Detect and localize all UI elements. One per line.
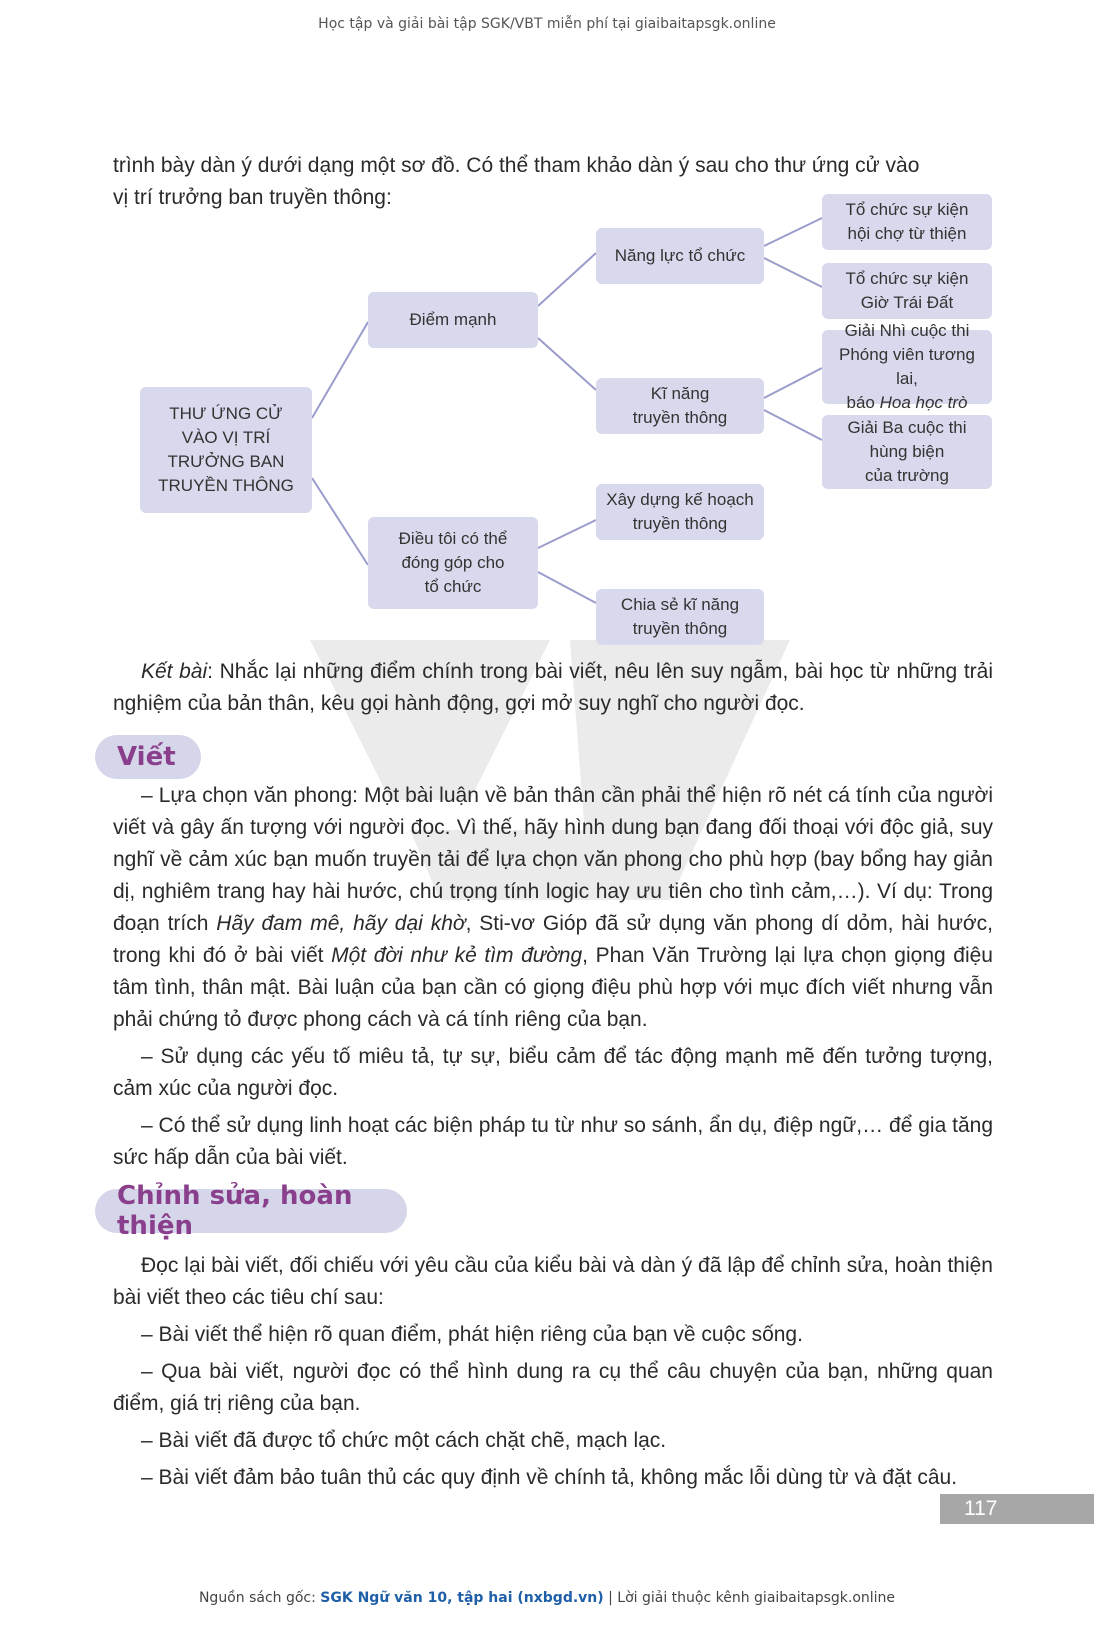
revise-intro: Đọc lại bài viết, đối chiếu với yêu cầu của kiểu bài và dàn ý đã lập để chỉnh sửa, hoàn thiện bài viết theo các tiêu chí sau:	[113, 1254, 993, 1309]
viet-section-body	[113, 780, 993, 1179]
header-note: Học tập và giải bài tập SGK/VBT miễn phí tại giaibaitapsgk.online	[318, 16, 776, 32]
node-share-skill: Chia sẻ kĩ năng truyền thông	[596, 589, 764, 645]
node-root: THƯ ỨNG CỬ VÀO VỊ TRÍ TRƯỞNG BAN TRUYỀN THÔNG	[140, 387, 312, 513]
page-number: 117	[940, 1494, 1094, 1524]
revise-item-4: – Bài viết đảm bảo tuân thủ các quy định về chính tả, không mắc lỗi dùng từ và đặt câu.	[141, 1466, 958, 1489]
heading-revise: Chỉnh sửa, hoàn thiện	[95, 1189, 407, 1233]
viet-paragraph-2: – Sử dụng các yếu tố miêu tả, tự sự, biểu cảm để tác động mạnh mẽ đến tưởng tượng, cảm xúc của người đọc.	[113, 1045, 993, 1100]
node-comm-skill: Kĩ năng truyền thông	[596, 378, 764, 434]
node-prize-debate: Giải Ba cuộc thi hùng biện của trường	[822, 415, 992, 489]
revise-item-2: – Qua bài viết, người đọc có thể hình dung ra cụ thể câu chuyện của bạn, những quan điểm, giá trị riêng của bạn.	[113, 1360, 993, 1415]
node-contribution: Điều tôi có thể đóng góp cho tổ chức	[368, 517, 538, 609]
heading-viet: Viết	[95, 735, 201, 779]
intro-line-2: vị trí trưởng ban truyền thông:	[113, 186, 392, 209]
revise-item-1: – Bài viết thể hiện rõ quan điểm, phát hiện riêng của bạn về cuộc sống.	[141, 1323, 803, 1346]
viet-paragraph-3: – Có thể sử dụng linh hoạt các biện pháp tu từ như so sánh, ẩn dụ, điệp ngữ,… để gia tăng sức hấp dẫn của bài viết.	[113, 1114, 993, 1169]
viet-paragraph-1: – Lựa chọn văn phong: Một bài luận về bản thân cần phải thể hiện rõ nét cá tính của người viết và gây ấn tượng với người đọc. Vì thế, hãy hình dung bạn đang đối thoại với độc giả, suy nghĩ về cảm xúc bạn muốn truyền tải để lựa chọn văn phong cho phù hợp (bay bổng hay giản dị, nghiêm trang hay hài hước, chú trọng tính logic hay ưu tiên cho tình cảm,…). Ví dụ: Trong đoạn trích Hãy đam mê, hãy dại khờ, Sti-vơ Gióp đã sử dụng văn phong dí dỏm, hài hước, trong khi đó ở bài viết Một đời như kẻ tìm đường, Phan Văn Trường lại lựa chọn giọng điệu tâm tình, thân mật. Bài luận của bạn cần có giọng điệu phù hợp với mục đích viết nhưng vẫn phải chứng tỏ được phong cách và cá tính riêng của bạn.	[113, 784, 993, 1031]
node-comm-plan: Xây dựng kế hoạch truyền thông	[596, 484, 764, 540]
node-event-earth-hour: Tổ chức sự kiện Giờ Trái Đất	[822, 263, 992, 319]
footer-source: Nguồn sách gốc: SGK Ngữ văn 10, tập hai (nxbgd.vn) | Lời giải thuộc kênh giaibaitapsgk.online	[198, 1590, 896, 1606]
node-strengths: Điểm mạnh	[368, 292, 538, 348]
node-prize-reporter: Giải Nhì cuộc thi Phóng viên tương lai, báo Hoa học trò	[822, 330, 992, 404]
ket-bai-label: Kết bài	[141, 660, 208, 683]
node-event-charity: Tổ chức sự kiện hội chợ từ thiện	[822, 194, 992, 250]
node-org-skill: Năng lực tổ chức	[596, 228, 764, 284]
outline-diagram	[0, 0, 1094, 660]
revise-item-3: – Bài viết đã được tổ chức một cách chặt chẽ, mạch lạc.	[141, 1429, 667, 1452]
intro-line-1: trình bày dàn ý dưới dạng một sơ đồ. Có thể tham khảo dàn ý sau cho thư ứng cử vào	[113, 154, 920, 177]
ket-bai-paragraph: Kết bài: Nhắc lại những điểm chính trong bài viết, nêu lên suy ngẫm, bài học từ những trải nghiệm của bản thân, kêu gọi hành động, gợi mở suy nghĩ cho người đọc.	[113, 660, 993, 715]
revise-section-body	[113, 1250, 993, 1499]
footer-source-link[interactable]: SGK Ngữ văn 10, tập hai (nxbgd.vn)	[320, 1590, 604, 1606]
